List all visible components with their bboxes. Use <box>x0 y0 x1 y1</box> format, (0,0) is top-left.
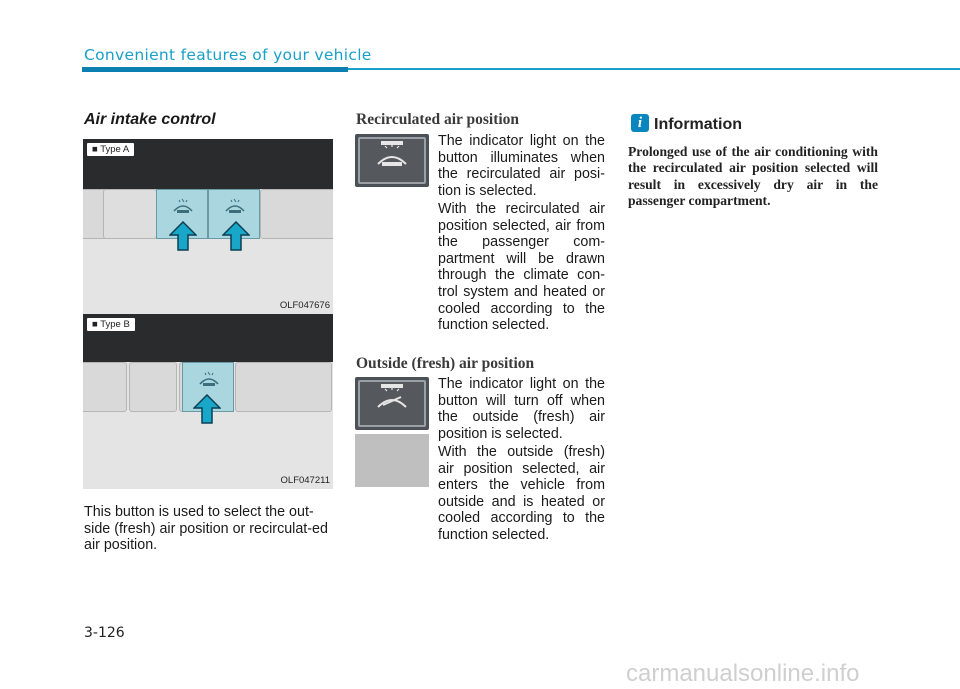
recirculation-icon <box>197 371 221 389</box>
figure-tag-type-b: ■ Type B <box>87 318 135 331</box>
outside-air-icon <box>223 198 247 216</box>
outside-paragraph-1: The indicator light on the button will turn off when the outside (fresh) air position is selected. <box>438 376 605 442</box>
section-header-title: Convenient features of your vehicle <box>84 46 372 64</box>
recirculated-heading: Recirculated air position <box>356 111 520 128</box>
outside-paragraph-2: With the outside (fresh) air position selected, air enters the vehicle from outside and is heated or cooled according to the function selected. <box>438 444 605 543</box>
information-title: Information <box>654 116 742 133</box>
figure-code: OLF047676 <box>279 300 330 311</box>
figure-tag-type-a: ■ Type A <box>87 143 134 156</box>
header-rule-thick <box>82 67 348 72</box>
control-button <box>129 362 177 412</box>
recirculated-paragraph-1: The indicator light on the button illuminates when the recirculated air posi-tion is selected. <box>438 133 605 199</box>
image-placeholder <box>355 434 429 487</box>
outside-button-image <box>355 377 429 430</box>
arrow-up-icon <box>169 221 197 251</box>
figure-type-b <box>83 314 333 489</box>
figure-type-a <box>83 139 333 314</box>
arrow-up-icon <box>222 221 250 251</box>
control-button <box>260 189 333 239</box>
header-rule-thin <box>348 68 960 70</box>
recirculation-icon <box>171 198 195 216</box>
outside-air-icon <box>373 383 411 417</box>
outside-heading: Outside (fresh) air position <box>356 355 535 372</box>
recirculated-paragraph-2: With the recirculated air position selected, air from the passenger com-partment will be drawn through the climate con-trol system and heated or cooled according to the function selected. <box>438 201 605 334</box>
control-button <box>103 189 157 239</box>
section-heading: Air intake control <box>84 111 216 128</box>
arrow-up-icon <box>193 394 221 424</box>
info-icon: i <box>631 114 649 132</box>
watermark: carmanualsonline.info <box>626 660 860 687</box>
page-number: 3-126 <box>84 625 125 641</box>
section-description: This button is used to select the out-side (fresh) air position or recirculat-ed air position. <box>84 504 328 554</box>
recirculated-button-image <box>355 134 429 187</box>
control-button <box>235 362 332 412</box>
information-text: Prolonged use of the air conditioning with the recirculated air position selected will result in excessively dry air in the passenger compartment. <box>628 144 878 209</box>
control-button <box>83 362 127 412</box>
recirculation-icon <box>373 140 411 174</box>
figure-code: OLF047211 <box>280 475 330 486</box>
